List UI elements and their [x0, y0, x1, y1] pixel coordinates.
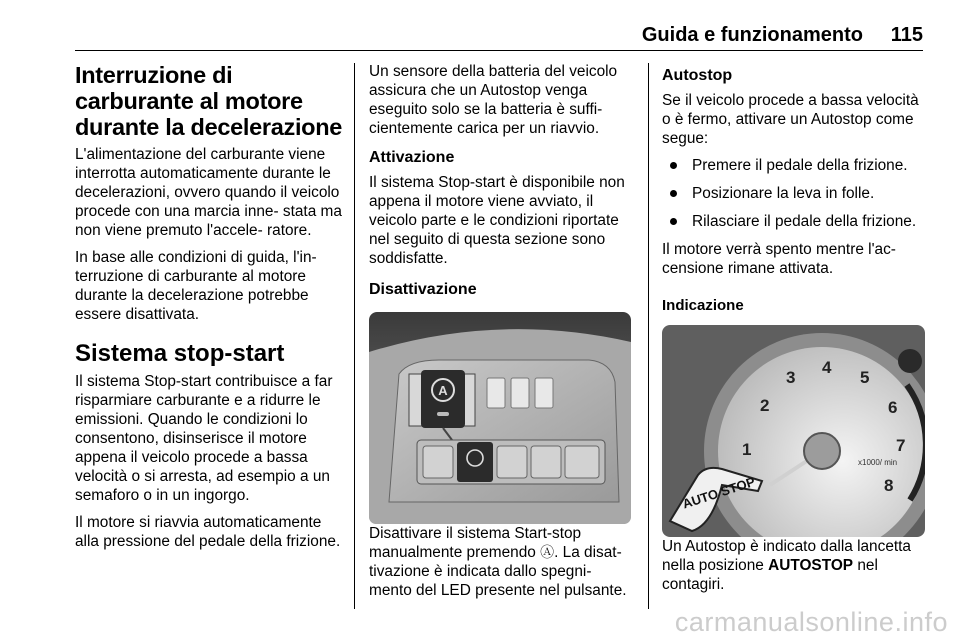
list-item: Rilasciare il pedale della frizione. — [662, 212, 926, 231]
paragraph: Un sensore della batteria del veicolo assicura che un Autostop venga eseguito solo se la batteria è suffi- cientemente carica per un riavvio. — [369, 63, 618, 137]
heading-autostop: Autostop — [662, 67, 733, 84]
panel-switch — [531, 446, 561, 478]
panel-switch — [497, 446, 527, 478]
steps-list — [662, 156, 926, 231]
tick-label: 3 — [786, 368, 796, 387]
paragraph: Se il veicolo procede a bassa velocità o è fermo, attivare un Autostop come segue: — [662, 92, 919, 147]
column-2 — [369, 62, 635, 608]
tachometer-figure — [662, 325, 925, 537]
paragraph: Il motore si riavvia automaticamente alla pressione del pedale della frizione. — [75, 514, 341, 550]
tick-label: 1 — [742, 440, 752, 459]
watermark: carmanualsonline.info — [674, 607, 948, 637]
tick-label: 4 — [822, 358, 832, 377]
tick-label: 8 — [884, 476, 894, 495]
paragraph: In base alle condizioni di guida, l'in- terruzione di carburante al motore durante la decelerazione potrebbe essere disattivata. — [75, 249, 317, 323]
column-divider — [648, 63, 649, 609]
list-item: Posizionare la leva in folle. — [662, 184, 926, 203]
bullet-icon — [670, 190, 677, 197]
column-3 — [662, 62, 926, 602]
page-number: 115 — [890, 24, 923, 46]
heading-fuel-cutoff: Interruzione di carburante al motore durante la decelerazione — [75, 62, 343, 140]
column-divider — [354, 63, 355, 609]
header-rule — [75, 50, 923, 51]
button-glyph: A — [438, 383, 448, 398]
tick-label: 5 — [860, 368, 870, 387]
panel-switch — [565, 446, 599, 478]
figure-caption: Disattivare il sistema Start-stop manualmente premendo Ⓐ. La disat- tivazione è indicata dallo spegni- mento del LED presente nel pulsante. — [369, 525, 627, 599]
autostop-callout-label: AUTO STOP — [680, 473, 757, 512]
auto-stop-icon: Ⓐ — [540, 544, 555, 560]
panel-switch — [535, 378, 553, 408]
tick-label: 7 — [896, 436, 906, 455]
heading-stop-start: Sistema stop-start — [75, 340, 285, 367]
section-title: Guida e funzionamento — [641, 24, 863, 46]
paragraph: Il sistema Stop-start contribuisce a far risparmiare carburante e a ridurre le emissioni. Quando le condizioni lo consentono, disinserisce il motore appena il veicolo procede a bassa velocità o si arresta, ad esempio a un semaforo o in un ingorgo. — [75, 373, 333, 504]
tick-label: 6 — [888, 398, 898, 417]
paragraph: L'alimentazione del carburante viene interrotta automaticamente durante le decelerazioni, ovvero quando il veicolo procede con una marcia inne- stata ma non viene premuto l'accele- ratore. — [75, 146, 342, 239]
tick-label: 2 — [760, 396, 770, 415]
heading-indication: Indicazione — [662, 297, 744, 314]
list-item: Premere il pedale della frizione. — [662, 156, 926, 175]
heading-activation: Attivazione — [369, 149, 455, 166]
heading-deactivation: Disattivazione — [369, 281, 477, 298]
figure-caption: Un Autostop è indicato dalla lancetta nella posizione AUTOSTOP nel contagiri. — [662, 538, 911, 593]
column-1 — [75, 62, 347, 559]
stop-start-button — [457, 442, 493, 482]
panel-switch — [511, 378, 529, 408]
rpm-unit-label: x1000/ min — [858, 458, 898, 467]
stop-start-button-figure — [369, 312, 631, 524]
side-indicator — [898, 349, 922, 373]
led-indicator — [437, 412, 449, 416]
panel-switch — [423, 446, 453, 478]
bullet-icon — [670, 162, 677, 169]
bullet-icon — [670, 218, 677, 225]
paragraph: Il motore verrà spento mentre l'ac- censione rimane attivata. — [662, 241, 896, 277]
page-header — [75, 24, 923, 46]
panel-switch — [487, 378, 505, 408]
paragraph: Il sistema Stop-start è disponibile non appena il motore viene avviato, il veicolo parte e le condizioni riportate nel seguito di questa sezione sono soddisfatte. — [369, 174, 625, 267]
needle-hub — [804, 433, 840, 469]
